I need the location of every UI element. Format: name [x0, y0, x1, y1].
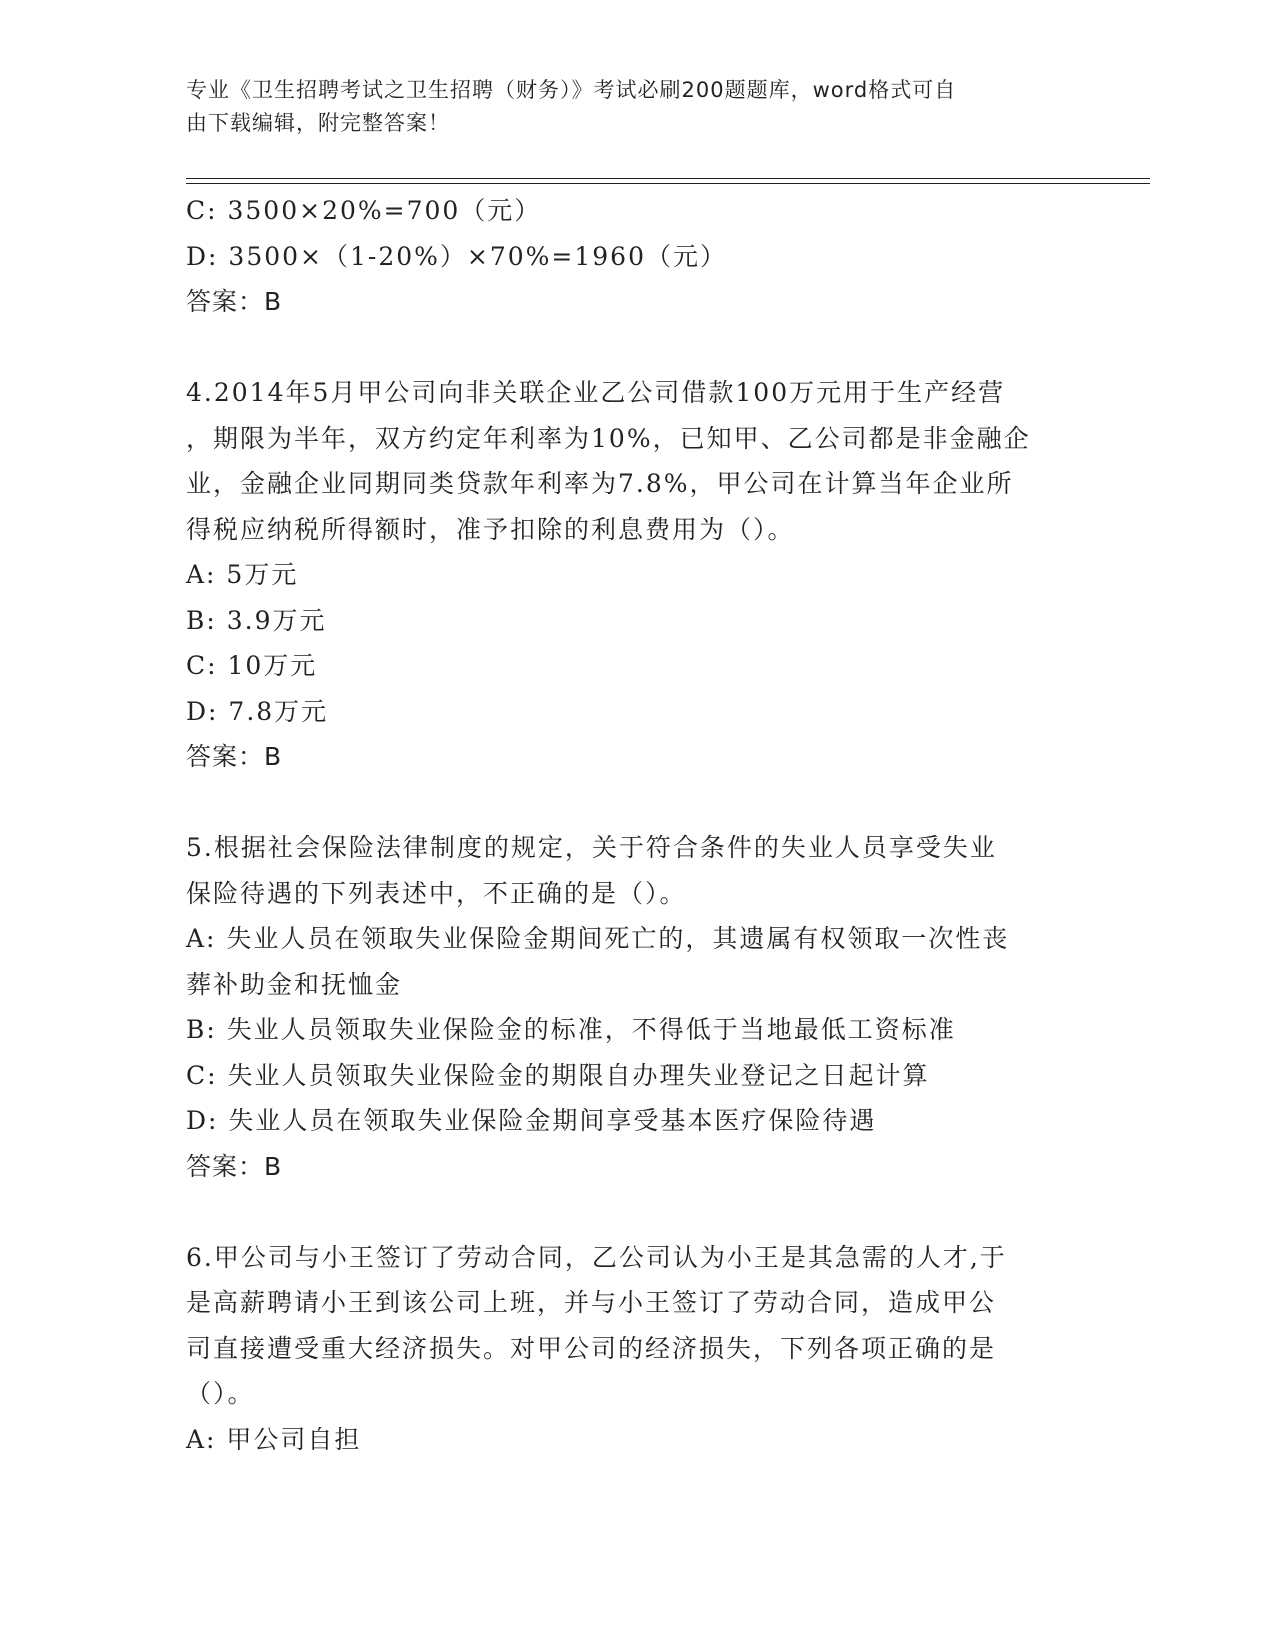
question-stem-line: 司直接遭受重大经济损失。对甲公司的经济损失，下列各项正确的是 — [186, 1333, 997, 1363]
option-c: C: 10万元 — [186, 651, 318, 680]
answer-line: 答案：B — [186, 742, 283, 771]
question-stem-line: 6.甲公司与小王签订了劳动合同，乙公司认为小王是其急需的人才,于 — [186, 1242, 1007, 1272]
question-stem-line: 保险待遇的下列表述中，不正确的是（）。 — [186, 878, 687, 908]
question-stem-line: ，期限为半年，双方约定年利率为10%，已知甲、乙公司都是非金融企 — [186, 423, 1031, 453]
option-c: C: 失业人员领取失业保险金的期限自办理失业登记之日起计算 — [186, 1060, 930, 1090]
answer-line: 答案：B — [186, 287, 283, 316]
option-a: A: 甲公司自担 — [186, 1424, 362, 1454]
question-stem-line: （）。 — [186, 1379, 255, 1408]
option-d: D: 3500×（1-20%）×70%=1960（元） — [186, 241, 727, 271]
option-d: D: 失业人员在领取失业保险金期间享受基本医疗保险待遇 — [186, 1106, 877, 1135]
option-c: C: 3500×20%=700（元） — [186, 196, 542, 225]
page-header — [186, 74, 1086, 140]
option-d: D: 7.8万元 — [186, 696, 329, 726]
question-stem-line: 业，金融企业同期同类贷款年利率为7.8%，甲公司在计算当年企业所 — [186, 469, 1014, 498]
header-title-line-2: 由下载编辑，附完整答案！ — [186, 111, 450, 135]
option-a: A: 失业人员在领取失业保险金期间死亡的，其遗属有权领取一次性丧 — [186, 924, 1010, 953]
question-stem-line: 4.2014年5月甲公司向非关联企业乙公司借款100万元用于生产经营 — [186, 378, 1006, 407]
header-rule-top — [186, 178, 1150, 179]
previous-question-tail — [186, 188, 1086, 325]
header-title-line-1: 专业《卫生招聘考试之卫生招聘（财务）》考试必刷200题题库，word格式可自 — [186, 78, 957, 102]
spacer — [186, 780, 1086, 826]
spacer — [186, 1189, 1086, 1235]
header-rule-bottom — [186, 183, 1150, 184]
document-body — [186, 188, 1086, 1462]
answer-line: 答案：B — [186, 1151, 283, 1181]
question-5 — [186, 825, 1086, 1189]
option-a-continued: 葬补助金和抚恤金 — [186, 969, 403, 999]
option-b: B: 失业人员领取失业保险金的标准，不得低于当地最低工资标准 — [186, 1015, 956, 1044]
question-stem-line: 是高薪聘请小王到该公司上班，并与小王签订了劳动合同，造成甲公 — [186, 1288, 997, 1317]
spacer — [186, 325, 1086, 371]
question-4 — [186, 370, 1086, 780]
question-stem-line: 得税应纳税所得额时，准予扣除的利息费用为（）。 — [186, 514, 795, 544]
option-b: B: 3.9万元 — [186, 605, 327, 635]
option-a: A: 5万元 — [186, 560, 299, 589]
question-stem-line: 5.根据社会保险法律制度的规定，关于符合条件的失业人员享受失业 — [186, 833, 997, 862]
question-6 — [186, 1235, 1086, 1463]
